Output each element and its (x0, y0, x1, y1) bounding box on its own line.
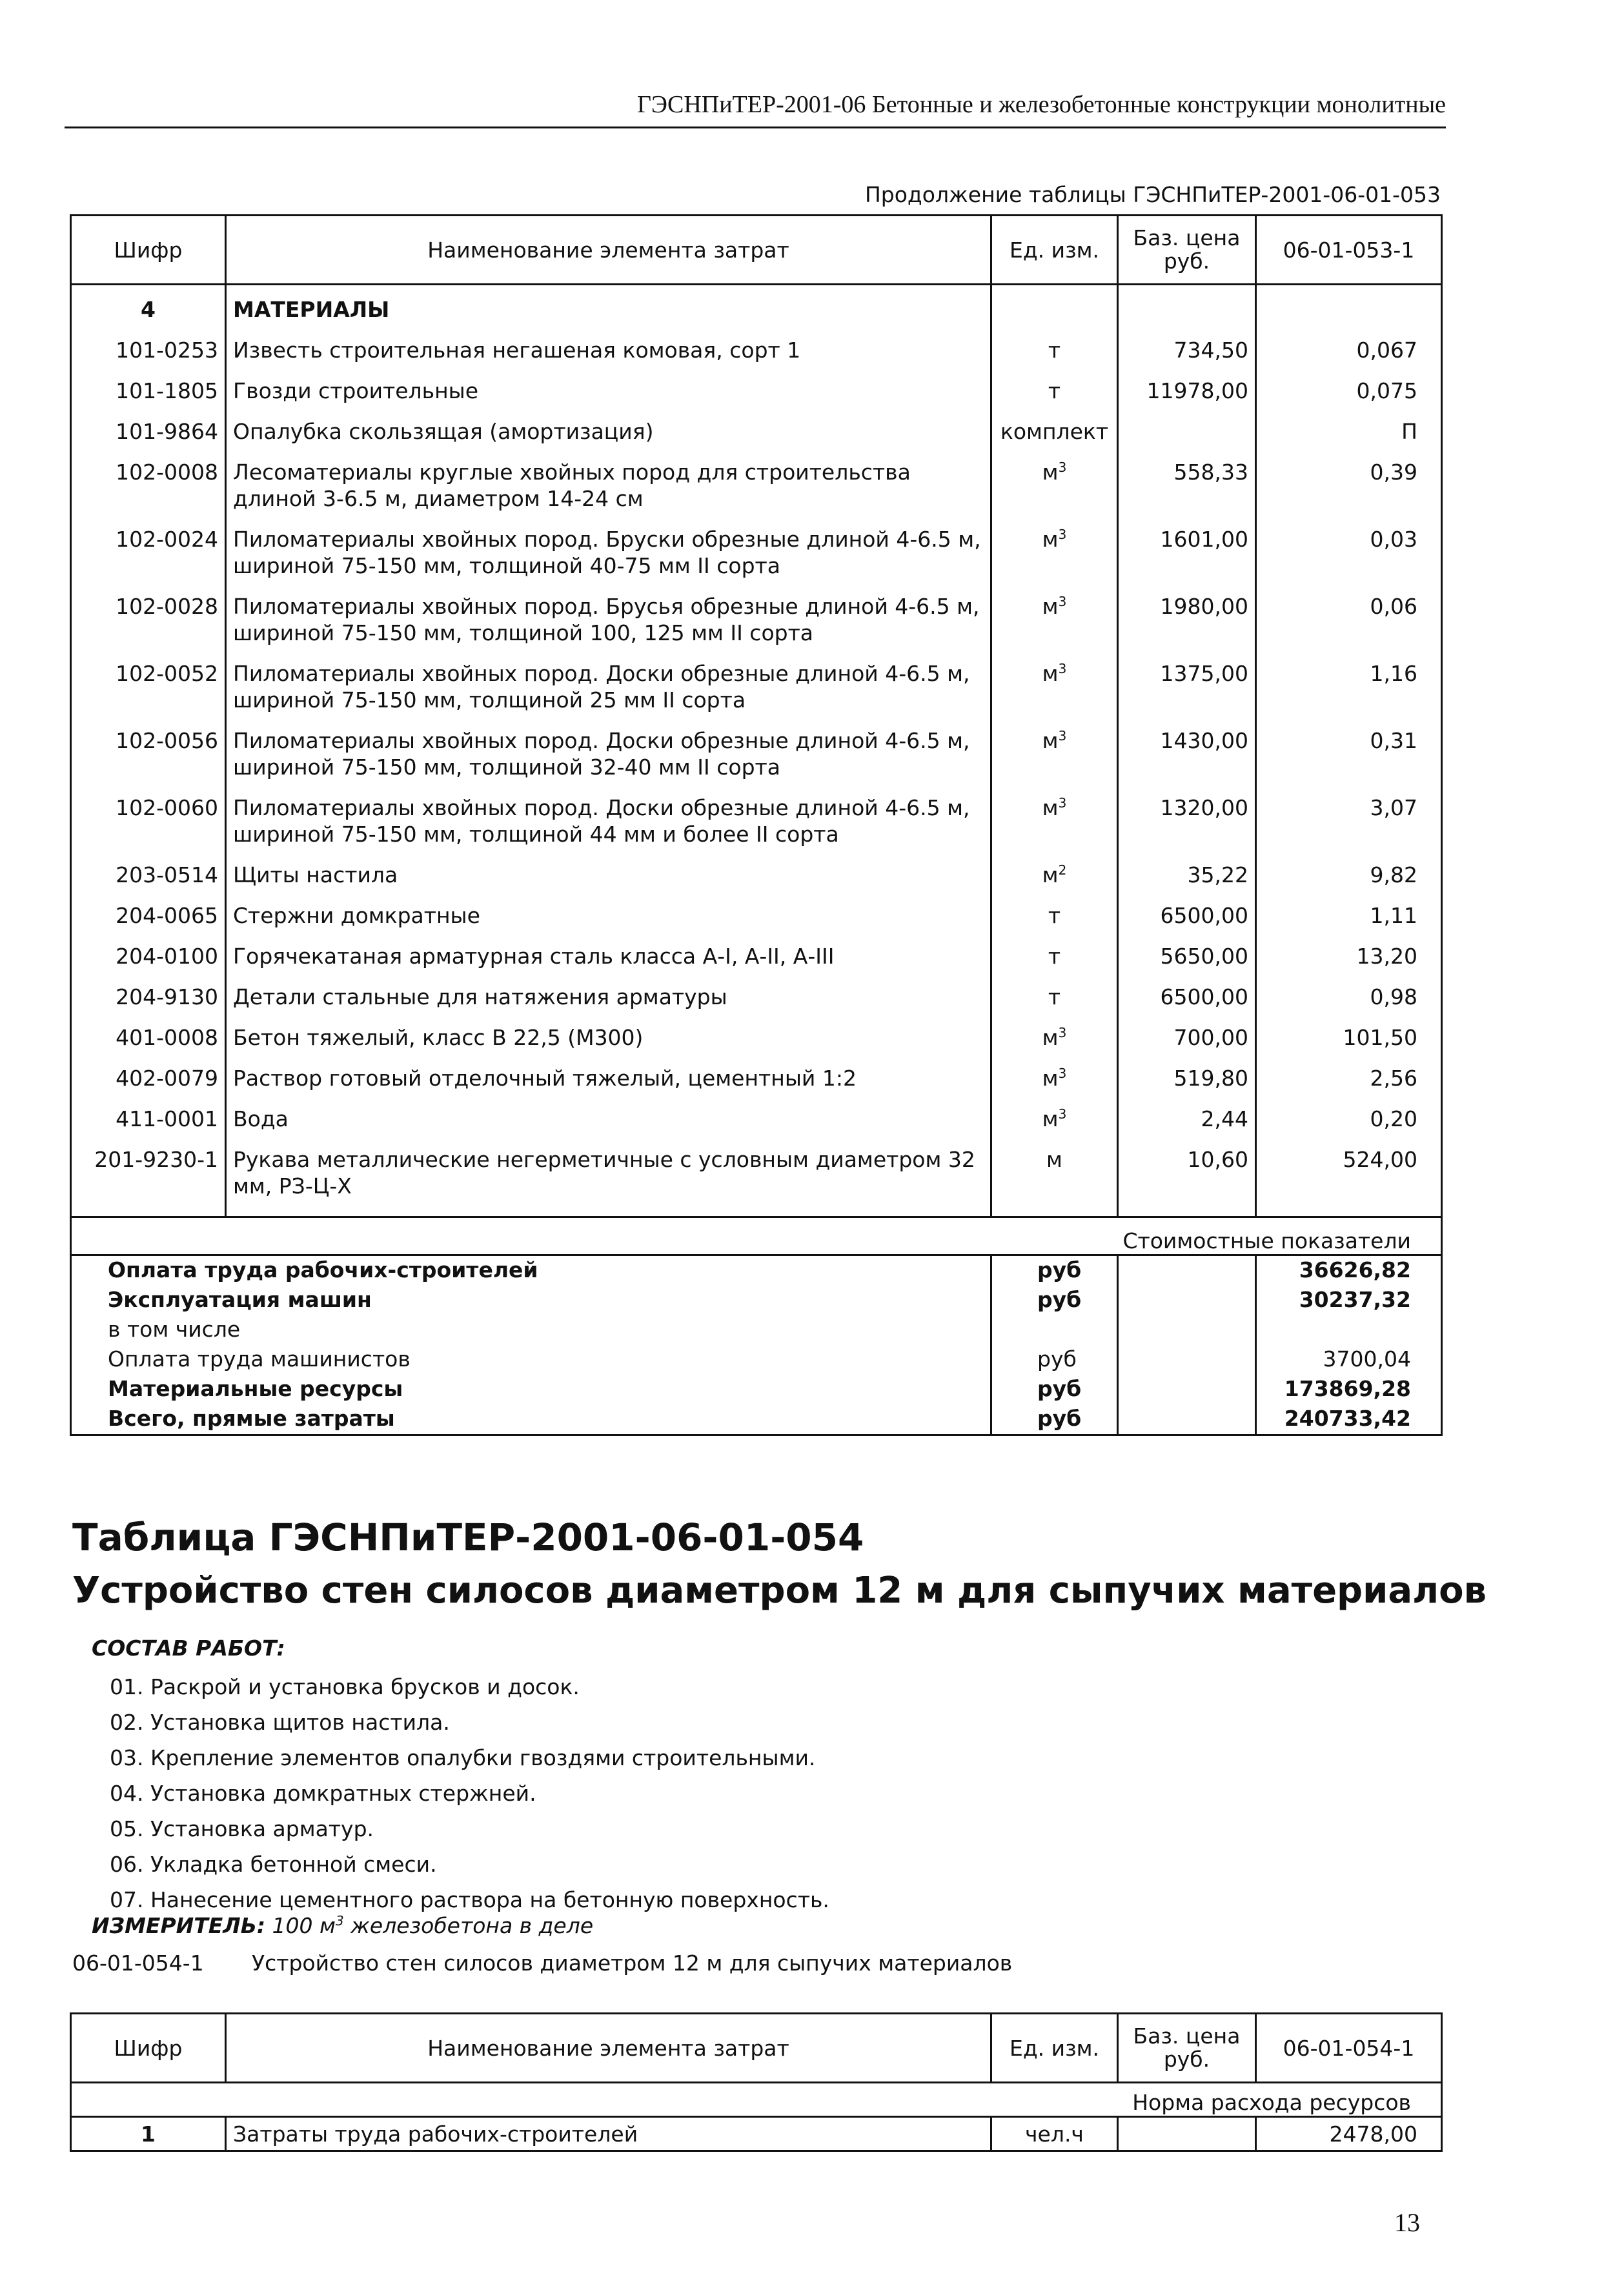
total-unit: руб (991, 1255, 1118, 1286)
unit-cell (991, 1095, 1118, 1135)
unit-text: м (1042, 460, 1059, 485)
unit-exponent: 2 (1058, 862, 1067, 878)
code-cell: 101-1805 (71, 367, 226, 407)
table-row (71, 784, 1442, 851)
table-054-title: Таблица ГЭСНПиТЕР-2001-06-01-054 (72, 1515, 864, 1559)
name-cell: Пиломатериалы хвойных пород. Брусья обрезные длиной 4-6.5 м, шириной 75-150 мм, толщиной 100, 125 мм II сорта (226, 582, 991, 649)
norm-cell: 0,06 (1256, 582, 1442, 649)
work-item: 02. Установка щитов настила. (110, 1710, 450, 1735)
price-cell: 700,00 (1118, 1013, 1256, 1054)
unit-cell (991, 1054, 1118, 1095)
code-cell: 411-0001 (71, 1095, 226, 1135)
norm-cell: 524,00 (1256, 1135, 1442, 1217)
unit-cell (991, 2117, 1118, 2151)
unit-text: т (1048, 984, 1061, 1009)
norm-cell: 1,11 (1256, 891, 1442, 932)
unit-cell (991, 973, 1118, 1013)
unit-text: т (1048, 378, 1061, 403)
norm-cell: 9,82 (1256, 851, 1442, 891)
name-cell: Пиломатериалы хвойных пород. Доски обрезные длиной 4-6.5 м, шириной 75-150 мм, толщиной 25 мм II сорта (226, 649, 991, 716)
unit-exponent: 3 (1058, 1066, 1067, 1081)
unit-text: чел.ч (1025, 2121, 1084, 2147)
code-cell: 204-9130 (71, 973, 226, 1013)
unit-exponent: 3 (1058, 1106, 1067, 1122)
total-row (71, 1255, 1442, 1286)
total-value: 240733,42 (1256, 1404, 1442, 1435)
unit-cell (991, 1135, 1118, 1217)
works-heading: СОСТАВ РАБОТ: (92, 1636, 285, 1661)
norm-cell: 101,50 (1256, 1013, 1442, 1054)
table-header-row (71, 216, 1442, 285)
price-cell: 6500,00 (1118, 973, 1256, 1013)
header-name: Наименование элемента затрат (226, 216, 991, 285)
code-cell: 203-0514 (71, 851, 226, 891)
table-row (71, 649, 1442, 716)
total-unit: руб (991, 1286, 1118, 1315)
total-unit (991, 1315, 1118, 1345)
table-row (71, 932, 1442, 973)
unit-cell (991, 582, 1118, 649)
price-cell: 10,60 (1118, 1135, 1256, 1217)
table-row (71, 407, 1442, 448)
unit-text: м (1042, 661, 1059, 686)
total-row (71, 1286, 1442, 1315)
total-value: 30237,32 (1256, 1286, 1442, 1315)
total-label: в том числе (71, 1315, 991, 1345)
name-cell: Известь строительная негашеная комовая, сорт 1 (226, 326, 991, 367)
name-cell: Вода (226, 1095, 991, 1135)
total-unit: руб (991, 1345, 1118, 1375)
code-cell: 102-0056 (71, 716, 226, 784)
norm-cell: 0,31 (1256, 716, 1442, 784)
work-item: 03. Крепление элементов опалубки гвоздями строительными. (110, 1745, 816, 1770)
norm-cell: 0,03 (1256, 515, 1442, 582)
unit-exponent: 3 (1058, 594, 1067, 609)
unit-exponent: 3 (1058, 661, 1067, 676)
header-name: Наименование элемента затрат (226, 2014, 991, 2083)
norm-cell: 2,56 (1256, 1054, 1442, 1095)
cost-indicators-label: Стоимостные показатели (226, 1217, 1442, 1255)
unit-text: м (1042, 594, 1059, 619)
name-cell: Рукава металлические негерметичные с условным диаметром 32 мм, РЗ-Ц-Х (226, 1135, 991, 1217)
table-row (71, 367, 1442, 407)
norm-cell: 1,16 (1256, 649, 1442, 716)
unit-exponent: 3 (1058, 728, 1067, 744)
price-cell: 6500,00 (1118, 891, 1256, 932)
table2-header-row (71, 2014, 1442, 2083)
price-cell: 734,50 (1118, 326, 1256, 367)
unit-cell (991, 1013, 1118, 1054)
item-code: 06-01-054-1 (72, 1950, 204, 1976)
name-cell: Стержни домкратные (226, 891, 991, 932)
section-name: МАТЕРИАЛЫ (226, 285, 991, 327)
unit-text: м (1042, 728, 1059, 753)
total-label: Оплата труда машинистов (71, 1345, 991, 1375)
header-code: Шифр (71, 216, 226, 285)
item-line (72, 1950, 1012, 1976)
code-cell: 101-0253 (71, 326, 226, 367)
header-norm: 06-01-054-1 (1256, 2014, 1442, 2083)
unit-text: комплект (1000, 419, 1109, 444)
code-cell: 201-9230-1 (71, 1135, 226, 1217)
section-row (71, 285, 1442, 327)
total-price (1118, 1255, 1256, 1286)
section-code: 4 (71, 285, 226, 327)
table-row (71, 891, 1442, 932)
work-item: 01. Раскрой и установка брусков и досок. (110, 1674, 580, 1699)
total-label: Материальные ресурсы (71, 1375, 991, 1404)
norm-cell: 3,07 (1256, 784, 1442, 851)
works-list (110, 1669, 829, 1918)
continuation-caption: Продолжение таблицы ГЭСНПиТЕР-2001-06-01-053 (864, 182, 1441, 207)
code-cell: 204-0065 (71, 891, 226, 932)
unit-exponent: 3 (1058, 795, 1067, 811)
name-cell: Щиты настила (226, 851, 991, 891)
work-item: 06. Укладка бетонной смеси. (110, 1852, 437, 1877)
header-price: Баз. цена руб. (1118, 2014, 1256, 2083)
name-cell: Бетон тяжелый, класс В 22,5 (М300) (226, 1013, 991, 1054)
total-row (71, 1345, 1442, 1375)
norm-cell: 13,20 (1256, 932, 1442, 973)
table-row (71, 326, 1442, 367)
table-row (71, 716, 1442, 784)
code-cell: 402-0079 (71, 1054, 226, 1095)
price-cell: 558,33 (1118, 448, 1256, 515)
name-cell: Раствор готовый отделочный тяжелый, цементный 1:2 (226, 1054, 991, 1095)
price-cell: 1601,00 (1118, 515, 1256, 582)
table-row (71, 973, 1442, 1013)
meter-text-after: железобетона в деле (343, 1913, 594, 1938)
unit-text: м (1042, 527, 1059, 552)
table-row (71, 448, 1442, 515)
cost-indicators-row (71, 1217, 1442, 1255)
price-cell: 1320,00 (1118, 784, 1256, 851)
unit-cell (991, 851, 1118, 891)
unit-text: м (1042, 1025, 1059, 1050)
unit-exponent: 3 (1058, 527, 1067, 542)
meter-sup: 3 (335, 1913, 344, 1929)
unit-exponent: 3 (1058, 460, 1067, 475)
work-item: 05. Установка арматур. (110, 1816, 374, 1841)
resource-table-054 (70, 2012, 1443, 2152)
work-item: 07. Нанесение цементного раствора на бетонную поверхность. (110, 1887, 829, 1912)
page-number: 13 (1394, 2208, 1420, 2237)
meter-line (92, 1913, 593, 1938)
name-cell: Пиломатериалы хвойных пород. Доски обрезные длиной 4-6.5 м, шириной 75-150 мм, толщиной 32-40 мм II сорта (226, 716, 991, 784)
unit-text: м (1042, 862, 1059, 887)
norm-cell: 0,98 (1256, 973, 1442, 1013)
norm-label-row (71, 2083, 1442, 2117)
header-price: Баз. цена руб. (1118, 216, 1256, 285)
code-cell: 102-0060 (71, 784, 226, 851)
meter-text-before: 100 м (265, 1913, 336, 1938)
code-cell: 401-0008 (71, 1013, 226, 1054)
unit-text: т (1048, 338, 1061, 363)
name-cell: Опалубка скользящая (амортизация) (226, 407, 991, 448)
unit-cell (991, 448, 1118, 515)
name-cell: Затраты труда рабочих-строителей (226, 2117, 991, 2151)
table-row (71, 582, 1442, 649)
total-label: Всего, прямые затраты (71, 1404, 991, 1435)
table-row (71, 515, 1442, 582)
unit-text: м (1042, 795, 1059, 820)
resource-table-053 (70, 214, 1443, 1436)
total-price (1118, 1345, 1256, 1375)
table-row (71, 1095, 1442, 1135)
norm-label: Норма расхода ресурсов (226, 2083, 1442, 2117)
unit-cell (991, 932, 1118, 973)
total-value: 36626,82 (1256, 1255, 1442, 1286)
norm-cell: П (1256, 407, 1442, 448)
price-cell (1118, 407, 1256, 448)
running-header: ГЭСНПиТЕР-2001-06 Бетонные и железобетонные конструкции монолитные (636, 91, 1446, 118)
price-cell: 2,44 (1118, 1095, 1256, 1135)
code-cell: 102-0052 (71, 649, 226, 716)
price-cell: 11978,00 (1118, 367, 1256, 407)
total-label: Эксплуатация машин (71, 1286, 991, 1315)
name-cell: Пиломатериалы хвойных пород. Бруски обрезные длиной 4-6.5 м, шириной 75-150 мм, толщиной 40-75 мм II сорта (226, 515, 991, 582)
total-value (1256, 1315, 1442, 1345)
header-code: Шифр (71, 2014, 226, 2083)
norm-cell: 0,067 (1256, 326, 1442, 367)
unit-cell (991, 367, 1118, 407)
total-value: 3700,04 (1256, 1345, 1442, 1375)
unit-text: м (1042, 1106, 1059, 1131)
table-row (71, 1013, 1442, 1054)
price-cell: 35,22 (1118, 851, 1256, 891)
price-cell: 519,80 (1118, 1054, 1256, 1095)
unit-cell (991, 326, 1118, 367)
code-cell: 102-0008 (71, 448, 226, 515)
header-rule (65, 127, 1446, 128)
total-unit: руб (991, 1375, 1118, 1404)
price-cell: 1430,00 (1118, 716, 1256, 784)
table-row (71, 2117, 1442, 2151)
total-row (71, 1315, 1442, 1345)
total-price (1118, 1315, 1256, 1345)
total-value: 173869,28 (1256, 1375, 1442, 1404)
price-cell (1118, 2117, 1256, 2151)
price-cell: 1375,00 (1118, 649, 1256, 716)
name-cell: Детали стальные для натяжения арматуры (226, 973, 991, 1013)
total-price (1118, 1286, 1256, 1315)
name-cell: Горячекатаная арматурная сталь класса А-I, А-II, А-III (226, 932, 991, 973)
meter-label: ИЗМЕРИТЕЛЬ: (92, 1913, 266, 1938)
table-row (71, 1135, 1442, 1217)
norm-cell: 0,39 (1256, 448, 1442, 515)
total-price (1118, 1375, 1256, 1404)
table-054-subtitle: Устройство стен силосов диаметром 12 м для сыпучих материалов (72, 1570, 1487, 1612)
unit-cell (991, 784, 1118, 851)
total-price (1118, 1404, 1256, 1435)
unit-cell (991, 649, 1118, 716)
code-cell: 101-9864 (71, 407, 226, 448)
unit-cell (991, 891, 1118, 932)
unit-cell (991, 716, 1118, 784)
code-cell: 1 (71, 2117, 226, 2151)
name-cell: Лесоматериалы круглые хвойных пород для строительства длиной 3-6.5 м, диаметром 14-24 см (226, 448, 991, 515)
norm-cell: 0,075 (1256, 367, 1442, 407)
norm-cell: 2478,00 (1256, 2117, 1442, 2151)
code-cell: 102-0024 (71, 515, 226, 582)
header-unit: Ед. изм. (991, 2014, 1118, 2083)
unit-text: м (1046, 1147, 1062, 1172)
table-row (71, 1054, 1442, 1095)
unit-cell (991, 515, 1118, 582)
total-unit: руб (991, 1404, 1118, 1435)
item-name: Устройство стен силосов диаметром 12 м для сыпучих материалов (252, 1950, 1013, 1976)
total-row (71, 1404, 1442, 1435)
code-cell: 102-0028 (71, 582, 226, 649)
code-cell: 204-0100 (71, 932, 226, 973)
unit-cell (991, 407, 1118, 448)
work-item: 04. Установка домкратных стержней. (110, 1781, 536, 1806)
table-row (71, 851, 1442, 891)
total-row (71, 1375, 1442, 1404)
unit-exponent: 3 (1058, 1025, 1067, 1040)
header-unit: Ед. изм. (991, 216, 1118, 285)
unit-text: м (1042, 1066, 1059, 1091)
price-cell: 1980,00 (1118, 582, 1256, 649)
total-label: Оплата труда рабочих-строителей (71, 1255, 991, 1286)
unit-text: т (1048, 903, 1061, 928)
norm-cell: 0,20 (1256, 1095, 1442, 1135)
header-norm: 06-01-053-1 (1256, 216, 1442, 285)
name-cell: Гвозди строительные (226, 367, 991, 407)
price-cell: 5650,00 (1118, 932, 1256, 973)
name-cell: Пиломатериалы хвойных пород. Доски обрезные длиной 4-6.5 м, шириной 75-150 мм, толщиной 44 мм и более II сорта (226, 784, 991, 851)
unit-text: т (1048, 944, 1061, 969)
